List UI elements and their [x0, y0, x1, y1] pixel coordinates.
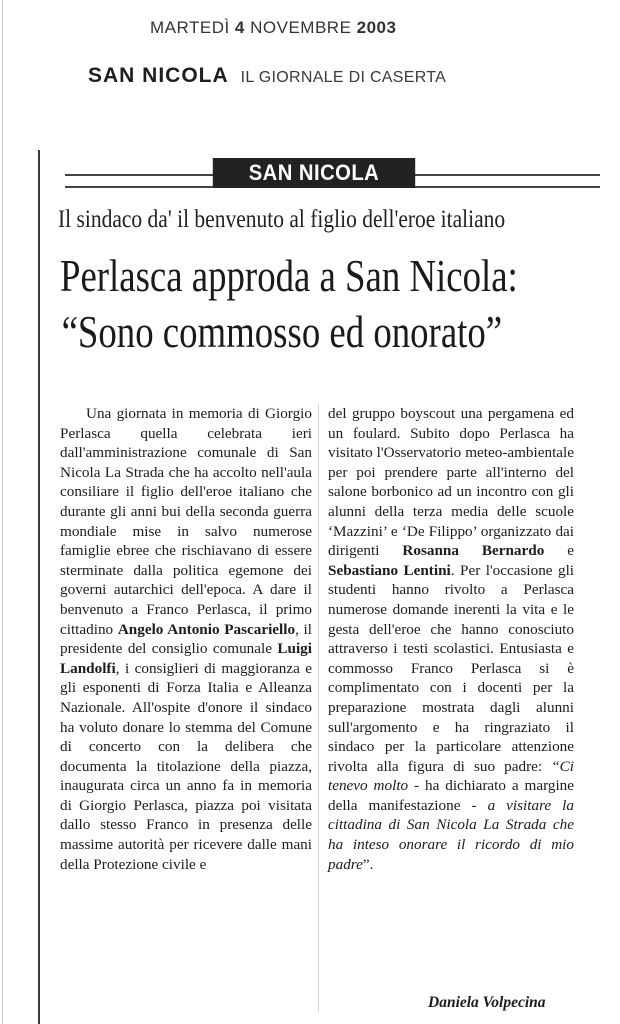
mayor-name: Angelo Antonio Pascariello: [117, 620, 296, 638]
headline-line-2: “Sono commosso ed onorato”: [61, 306, 503, 357]
right-text-1: del gruppo boyscout una pergamena ed un foulard. Subito dopo Perlasca ha visitato l'Osservatorio meteo-ambientale per poi prendere parte all'interno del salone borbonico ad un incontro con gli alunni della terza media delle scuole ‘Mazzini’ e ‘De Filippo’ organizzato dai dirigenti: [328, 405, 574, 560]
right-column-paragraph: [328, 404, 574, 874]
article-kicker: Il sindaco da' il benvenuto al figlio dell'eroe italiano: [58, 206, 506, 233]
masthead-place: SAN NICOLA: [88, 64, 229, 87]
right-text-3: . Per l'occasione gli studenti hanno rivolto a Perlasca numerose domande inerenti la vita e le gesta dell'eroe che hanno conosciuto attraverso i testi scolastici. Entusiasta e commosso Franco Perlasca si è complimentato con i docenti per la preparazione mostrata dagli alunni sull'argomento e ha ringraziato il sindaco per la particolare attenzione rivolta alla figura di suo padre:: [328, 561, 575, 775]
council-president-name: Luigi Landolfi: [60, 640, 312, 677]
section-label: SAN NICOLA: [213, 158, 415, 188]
byline: Daniela Volpecina: [428, 994, 546, 1011]
page-edge: [2, 0, 3, 1024]
right-text-4: - ha dichiarato a margine della manifestazione -: [328, 777, 574, 814]
newspaper-name: IL GIORNALE DI CASERTA: [240, 69, 447, 86]
left-column-paragraph: [60, 404, 312, 874]
date-year: 2003: [356, 18, 397, 37]
article-column-right: [328, 404, 574, 874]
director-name-1: Rosanna Bernardo: [402, 542, 545, 560]
right-text-5: ”.: [362, 855, 374, 873]
article-column-left: [60, 404, 312, 874]
date-month: NOVEMBRE: [244, 18, 357, 37]
column-divider: [318, 404, 319, 1012]
masthead: [88, 64, 446, 88]
director-name-2: Sebastiano Lentini: [328, 561, 451, 579]
quote-part-1: “Ci tenevo molto: [328, 757, 574, 795]
article-headline: [60, 248, 518, 360]
right-text-2: e: [544, 542, 574, 560]
left-text-2: , il presidente del consiglio comunale: [60, 620, 312, 658]
dateline: [150, 18, 396, 38]
quote-part-2: a visitare la cittadina di San Nicola La Strada che ha inteso onorare il ricordo di mio padre: [328, 796, 574, 873]
date-prefix: MARTEDÌ: [150, 18, 235, 37]
date-day: 4: [234, 18, 245, 37]
column-rule: [38, 150, 40, 1024]
headline-line-1: Perlasca approda a San Nicola:: [60, 250, 518, 301]
left-text-3: , i consiglieri di maggioranza e gli esponenti di Forza Italia e Alleanza Nazionale. All'ospite d'onore il sindaco ha voluto donare lo stemma del Comune di concerto con la delibera che documenta la titolazione della piazza, inaugurata circa un anno fa in memoria di Giorgio Perlasca, piazza poi visitata dallo stesso Franco in presenza delle massime autorità per ricevere dalle mani della Protezione civile e: [60, 659, 312, 873]
left-text-1: Una giornata in memoria di Giorgio Perlasca quella celebrata ieri dall'amministrazione comunale di San Nicola La Strada che ha accolto nell'aula consiliare il figlio dell'eroe italiano che durante gli anni bui della seconda guerra mondiale mise in salvo numerose famiglie ebree che rischiavano di essere sterminate dalla politica egemone dei governi autarchici dell'epoca. A dare il benvenuto a Franco Perlasca, il primo cittadino: [60, 405, 312, 638]
